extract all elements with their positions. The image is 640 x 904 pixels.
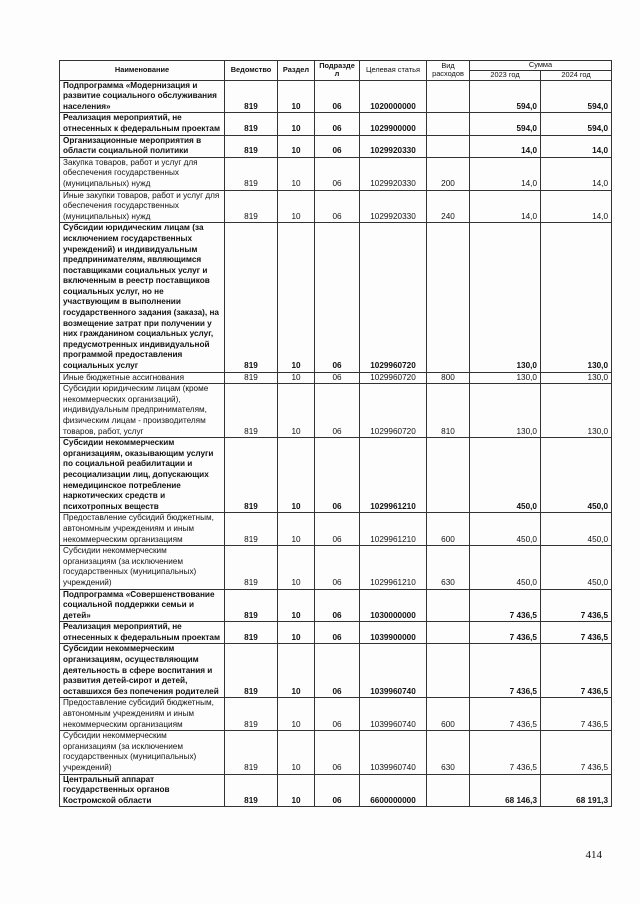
cell-subsection: 06 — [315, 622, 360, 644]
cell-sum-2024: 130,0 — [541, 372, 612, 384]
cell-name: Субсидии некоммерческим организациям (за исключением государственных (муниципальных) учреждений) — [60, 731, 225, 774]
cell-sum-2023: 14,0 — [470, 135, 541, 157]
cell-target: 1029960720 — [360, 223, 427, 372]
cell-sum-2023: 68 146,3 — [470, 774, 541, 807]
cell-section: 10 — [278, 438, 315, 513]
cell-sum-2024: 7 436,5 — [541, 589, 612, 622]
cell-name: Иные бюджетные ассигнования — [60, 372, 225, 384]
cell-target: 1039960740 — [360, 731, 427, 774]
cell-sum-2023: 7 436,5 — [470, 622, 541, 644]
cell-department: 819 — [225, 589, 278, 622]
cell-sum-2024: 130,0 — [541, 223, 612, 372]
cell-sum-2024: 594,0 — [541, 80, 612, 113]
cell-department: 819 — [225, 223, 278, 372]
cell-expense-type — [427, 622, 470, 644]
table-row — [60, 135, 612, 157]
cell-expense-type — [427, 80, 470, 113]
cell-target: 1039900000 — [360, 622, 427, 644]
cell-sum-2023: 7 436,5 — [470, 644, 541, 698]
header-target: Целевая статья — [360, 61, 427, 81]
table-row — [60, 589, 612, 622]
budget-table-body — [60, 80, 612, 807]
cell-sum-2023: 450,0 — [470, 546, 541, 589]
cell-target: 1029960720 — [360, 372, 427, 384]
table-row — [60, 190, 612, 223]
page-number: 414 — [585, 849, 602, 861]
cell-section: 10 — [278, 157, 315, 190]
cell-sum-2024: 7 436,5 — [541, 644, 612, 698]
cell-target: 1029920330 — [360, 190, 427, 223]
header-year-2023: 2023 год — [470, 70, 541, 80]
cell-name: Субсидии юридическим лицам (кроме некоммерческих организаций), индивидуальным предпринимателям, физическим лицам - производителям товаров, работ, услуг — [60, 384, 225, 438]
cell-sum-2023: 130,0 — [470, 223, 541, 372]
cell-section: 10 — [278, 384, 315, 438]
cell-section: 10 — [278, 774, 315, 807]
budget-sheet — [59, 60, 611, 807]
cell-sum-2023: 7 436,5 — [470, 731, 541, 774]
cell-name: Субсидии юридическим лицам (за исключением государственных учреждений) и индивидуальным предпринимателям, являющимся поставщиками социальных услуг и включенным в реестр поставщиков социальных услуг, но не участвующим в выполнении государственного задания (заказа), на возмещение затрат при получении у них гражданином социальных услуг, предусмотренных индивидуальной программой предоставления социальных услуг — [60, 223, 225, 372]
cell-department: 819 — [225, 731, 278, 774]
cell-department: 819 — [225, 622, 278, 644]
cell-department: 819 — [225, 190, 278, 223]
cell-sum-2024: 14,0 — [541, 135, 612, 157]
cell-department: 819 — [225, 372, 278, 384]
cell-section: 10 — [278, 698, 315, 731]
header-section: Раздел — [278, 61, 315, 81]
cell-sum-2024: 14,0 — [541, 157, 612, 190]
cell-sum-2023: 7 436,5 — [470, 698, 541, 731]
cell-target: 1029961210 — [360, 546, 427, 589]
cell-subsection: 06 — [315, 731, 360, 774]
cell-expense-type — [427, 113, 470, 135]
table-row — [60, 438, 612, 513]
cell-section: 10 — [278, 513, 315, 546]
table-row — [60, 157, 612, 190]
cell-section: 10 — [278, 589, 315, 622]
cell-subsection: 06 — [315, 223, 360, 372]
cell-sum-2023: 450,0 — [470, 513, 541, 546]
cell-target: 1039960740 — [360, 644, 427, 698]
cell-expense-type: 240 — [427, 190, 470, 223]
cell-sum-2024: 130,0 — [541, 384, 612, 438]
cell-section: 10 — [278, 223, 315, 372]
cell-sum-2023: 130,0 — [470, 372, 541, 384]
header-subsection: Подраздел — [315, 61, 360, 81]
cell-subsection: 06 — [315, 113, 360, 135]
cell-subsection: 06 — [315, 438, 360, 513]
table-row — [60, 774, 612, 807]
cell-section: 10 — [278, 731, 315, 774]
cell-target: 6600000000 — [360, 774, 427, 807]
cell-expense-type — [427, 223, 470, 372]
cell-name: Организационные мероприятия в области социальной политики — [60, 135, 225, 157]
cell-name: Иные закупки товаров, работ и услуг для обеспечения государственных (муниципальных) нужд — [60, 190, 225, 223]
cell-section: 10 — [278, 372, 315, 384]
cell-target: 1029920330 — [360, 157, 427, 190]
cell-name: Субсидии некоммерческим организациям, осуществляющим деятельность в сфере воспитания и развития детей-сирот и детей, оставшихся без попечения родителей — [60, 644, 225, 698]
cell-sum-2023: 594,0 — [470, 113, 541, 135]
cell-department: 819 — [225, 698, 278, 731]
cell-name: Реализация мероприятий, не отнесенных к федеральным проектам — [60, 113, 225, 135]
cell-subsection: 06 — [315, 774, 360, 807]
cell-expense-type — [427, 589, 470, 622]
cell-subsection: 06 — [315, 513, 360, 546]
cell-sum-2024: 594,0 — [541, 113, 612, 135]
table-row — [60, 644, 612, 698]
cell-expense-type: 630 — [427, 546, 470, 589]
cell-sum-2024: 14,0 — [541, 190, 612, 223]
cell-department: 819 — [225, 546, 278, 589]
cell-target: 1029920330 — [360, 135, 427, 157]
cell-section: 10 — [278, 546, 315, 589]
header-department: Ведомство — [225, 61, 278, 81]
cell-expense-type: 810 — [427, 384, 470, 438]
table-row — [60, 80, 612, 113]
cell-sum-2023: 130,0 — [470, 384, 541, 438]
cell-expense-type: 600 — [427, 698, 470, 731]
cell-sum-2024: 68 191,3 — [541, 774, 612, 807]
cell-sum-2023: 7 436,5 — [470, 589, 541, 622]
cell-target: 1020000000 — [360, 80, 427, 113]
table-row — [60, 513, 612, 546]
cell-target: 1029900000 — [360, 113, 427, 135]
cell-department: 819 — [225, 157, 278, 190]
cell-sum-2024: 7 436,5 — [541, 622, 612, 644]
table-row — [60, 731, 612, 774]
header-name: Наименование — [60, 61, 225, 81]
cell-name: Закупка товаров, работ и услуг для обеспечения государственных (муниципальных) нужд — [60, 157, 225, 190]
cell-section: 10 — [278, 135, 315, 157]
cell-sum-2023: 594,0 — [470, 80, 541, 113]
cell-department: 819 — [225, 113, 278, 135]
budget-table — [59, 60, 612, 807]
cell-name: Субсидии некоммерческим организациям, оказывающим услуги по социальной реабилитации и ресоциализации лиц, допускающих немедицинское потребление наркотических средств и психотропных веществ — [60, 438, 225, 513]
cell-target: 1030000000 — [360, 589, 427, 622]
cell-name: Субсидии некоммерческим организациям (за исключением государственных (муниципальных) учреждений) — [60, 546, 225, 589]
cell-sum-2023: 14,0 — [470, 157, 541, 190]
cell-subsection: 06 — [315, 644, 360, 698]
cell-sum-2024: 7 436,5 — [541, 698, 612, 731]
cell-expense-type — [427, 135, 470, 157]
cell-subsection: 06 — [315, 157, 360, 190]
cell-expense-type: 630 — [427, 731, 470, 774]
cell-target: 1029961210 — [360, 513, 427, 546]
cell-subsection: 06 — [315, 698, 360, 731]
cell-section: 10 — [278, 190, 315, 223]
cell-department: 819 — [225, 438, 278, 513]
cell-section: 10 — [278, 113, 315, 135]
cell-subsection: 06 — [315, 384, 360, 438]
header-year-2024: 2024 год — [541, 70, 612, 80]
cell-expense-type — [427, 644, 470, 698]
cell-department: 819 — [225, 384, 278, 438]
cell-department: 819 — [225, 644, 278, 698]
cell-section: 10 — [278, 644, 315, 698]
cell-subsection: 06 — [315, 135, 360, 157]
header-sum: Сумма — [470, 61, 612, 71]
cell-section: 10 — [278, 80, 315, 113]
table-row — [60, 622, 612, 644]
cell-expense-type: 200 — [427, 157, 470, 190]
table-row — [60, 113, 612, 135]
cell-expense-type: 800 — [427, 372, 470, 384]
cell-department: 819 — [225, 513, 278, 546]
cell-name: Предоставление субсидий бюджетным, автономным учреждениям и иным некоммерческим организациям — [60, 698, 225, 731]
cell-target: 1039960740 — [360, 698, 427, 731]
cell-name: Реализация мероприятий, не отнесенных к федеральным проектам — [60, 622, 225, 644]
cell-name: Подпрограмма «Совершенствование социальной поддержки семьи и детей» — [60, 589, 225, 622]
cell-expense-type — [427, 774, 470, 807]
cell-name: Центральный аппарат государственных органов Костромской области — [60, 774, 225, 807]
table-row — [60, 384, 612, 438]
cell-department: 819 — [225, 774, 278, 807]
cell-expense-type — [427, 438, 470, 513]
cell-expense-type: 600 — [427, 513, 470, 546]
cell-target: 1029961210 — [360, 438, 427, 513]
cell-sum-2024: 7 436,5 — [541, 731, 612, 774]
cell-section: 10 — [278, 622, 315, 644]
cell-sum-2024: 450,0 — [541, 546, 612, 589]
cell-subsection: 06 — [315, 546, 360, 589]
cell-subsection: 06 — [315, 372, 360, 384]
table-row — [60, 698, 612, 731]
cell-sum-2023: 14,0 — [470, 190, 541, 223]
header-expense-type: Вид расходов — [427, 61, 470, 81]
cell-sum-2024: 450,0 — [541, 438, 612, 513]
cell-department: 819 — [225, 135, 278, 157]
cell-sum-2024: 450,0 — [541, 513, 612, 546]
cell-subsection: 06 — [315, 80, 360, 113]
cell-subsection: 06 — [315, 589, 360, 622]
cell-department: 819 — [225, 80, 278, 113]
cell-target: 1029960720 — [360, 384, 427, 438]
cell-name: Предоставление субсидий бюджетным, автономным учреждениям и иным некоммерческим организациям — [60, 513, 225, 546]
table-row — [60, 223, 612, 372]
cell-name: Подпрограмма «Модернизация и развитие социального обслуживания населения» — [60, 80, 225, 113]
cell-sum-2023: 450,0 — [470, 438, 541, 513]
cell-subsection: 06 — [315, 190, 360, 223]
table-row — [60, 546, 612, 589]
table-row — [60, 372, 612, 384]
